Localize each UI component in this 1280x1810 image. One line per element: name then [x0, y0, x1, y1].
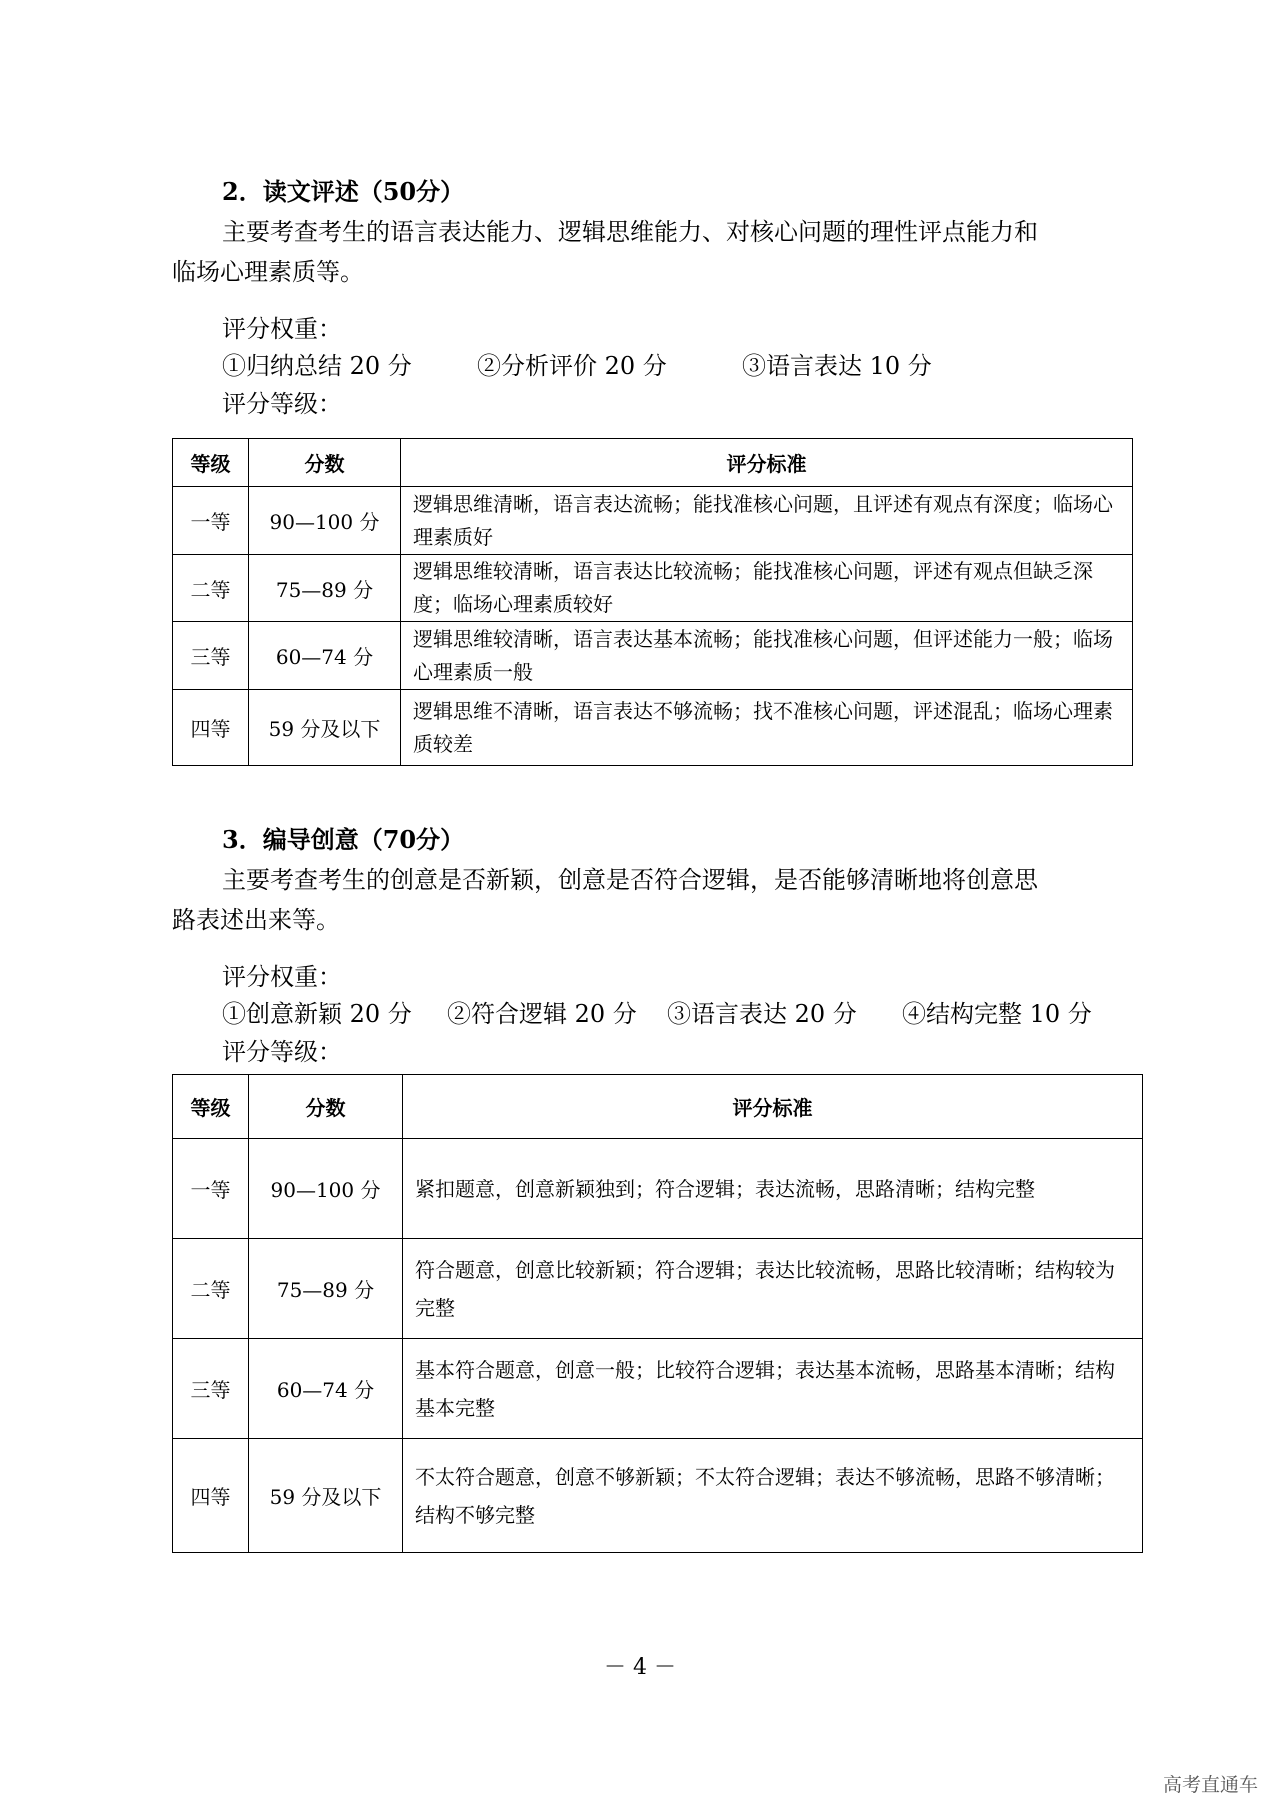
table-row [173, 1139, 1143, 1239]
table-row [173, 487, 1133, 555]
table-row [173, 622, 1133, 690]
table-row [173, 1439, 1143, 1553]
table-row [173, 1339, 1143, 1439]
row-score: 59 分及以下 [249, 1439, 403, 1553]
section3-weights-label: 评分权重： [222, 963, 342, 991]
row-level: 二等 [173, 1239, 249, 1339]
row-level: 二等 [173, 555, 249, 622]
header-score: 分数 [249, 1075, 403, 1139]
table-row [173, 690, 1133, 766]
row-score: 90—100 分 [249, 1139, 403, 1239]
header-criteria: 评分标准 [403, 1075, 1143, 1139]
section2-weights [222, 350, 1022, 382]
row-criteria: 基本符合题意，创意一般；比较符合逻辑；表达基本流畅，思路基本清晰；结构基本完整 [403, 1339, 1143, 1439]
row-criteria: 逻辑思维清晰，语言表达流畅；能找准核心问题，且评述有观点有深度；临场心理素质好 [401, 487, 1133, 555]
row-criteria: 逻辑思维不清晰，语言表达不够流畅；找不准核心问题，评述混乱；临场心理素质较差 [401, 690, 1133, 766]
row-level: 一等 [173, 1139, 249, 1239]
section2-intro-line2: 临场心理素质等。 [172, 258, 364, 286]
section3-intro-line1: 主要考查考生的创意是否新颖，创意是否符合逻辑，是否能够清晰地将创意思 [222, 866, 1038, 894]
row-level: 四等 [173, 690, 249, 766]
header-criteria: 评分标准 [401, 439, 1133, 487]
header-level: 等级 [173, 1075, 249, 1139]
row-score: 59 分及以下 [249, 690, 401, 766]
table-row [173, 555, 1133, 622]
row-score: 60—74 分 [249, 622, 401, 690]
section3-heading: 3．编导创意（70分） [222, 825, 465, 854]
table-header-row [173, 439, 1133, 487]
section3-weight-item: ③语言表达 20 分 [667, 1000, 857, 1028]
section2-heading: 2．读文评述（50分） [222, 177, 465, 206]
header-level: 等级 [173, 439, 249, 487]
row-criteria: 逻辑思维较清晰，语言表达基本流畅；能找准核心问题，但评述能力一般；临场心理素质一般 [401, 622, 1133, 690]
section3-weight-item: ④结构完整 10 分 [902, 1000, 1092, 1028]
row-level: 一等 [173, 487, 249, 555]
section3-grade-table [172, 1074, 1143, 1553]
section3-intro-line2: 路表述出来等。 [172, 906, 340, 934]
section2-intro-line1: 主要考查考生的语言表达能力、逻辑思维能力、对核心问题的理性评点能力和 [222, 218, 1038, 246]
header-score: 分数 [249, 439, 401, 487]
row-score: 60—74 分 [249, 1339, 403, 1439]
section2-weight-item: ①归纳总结 20 分 [222, 352, 412, 380]
section3-weight-item: ①创意新颖 20 分 [222, 1000, 412, 1028]
section3-weights [222, 998, 1122, 1030]
section2-levels-label: 评分等级： [222, 390, 342, 418]
section3-levels-label: 评分等级： [222, 1038, 342, 1066]
section2-weight-item: ②分析评价 20 分 [477, 352, 667, 380]
section3-weight-item: ②符合逻辑 20 分 [447, 1000, 637, 1028]
row-score: 75—89 分 [249, 555, 401, 622]
row-level: 四等 [173, 1439, 249, 1553]
page-number: － 4 － [604, 1655, 676, 1680]
row-level: 三等 [173, 1339, 249, 1439]
section2-weights-label: 评分权重： [222, 315, 342, 343]
row-score: 90—100 分 [249, 487, 401, 555]
table-row [173, 1239, 1143, 1339]
row-level: 三等 [173, 622, 249, 690]
row-criteria: 逻辑思维较清晰，语言表达比较流畅；能找准核心问题，评述有观点但缺乏深度；临场心理素质较好 [401, 555, 1133, 622]
row-criteria: 不太符合题意，创意不够新颖；不太符合逻辑；表达不够流畅，思路不够清晰；结构不够完整 [403, 1439, 1143, 1553]
watermark: 高考直通车 [1162, 1774, 1258, 1796]
row-criteria: 符合题意，创意比较新颖；符合逻辑；表达比较流畅，思路比较清晰；结构较为完整 [403, 1239, 1143, 1339]
row-score: 75—89 分 [249, 1239, 403, 1339]
row-criteria: 紧扣题意，创意新颖独到；符合逻辑；表达流畅，思路清晰；结构完整 [403, 1139, 1143, 1239]
section2-weight-item: ③语言表达 10 分 [742, 352, 932, 380]
section2-grade-table [172, 438, 1133, 766]
table-header-row [173, 1075, 1143, 1139]
